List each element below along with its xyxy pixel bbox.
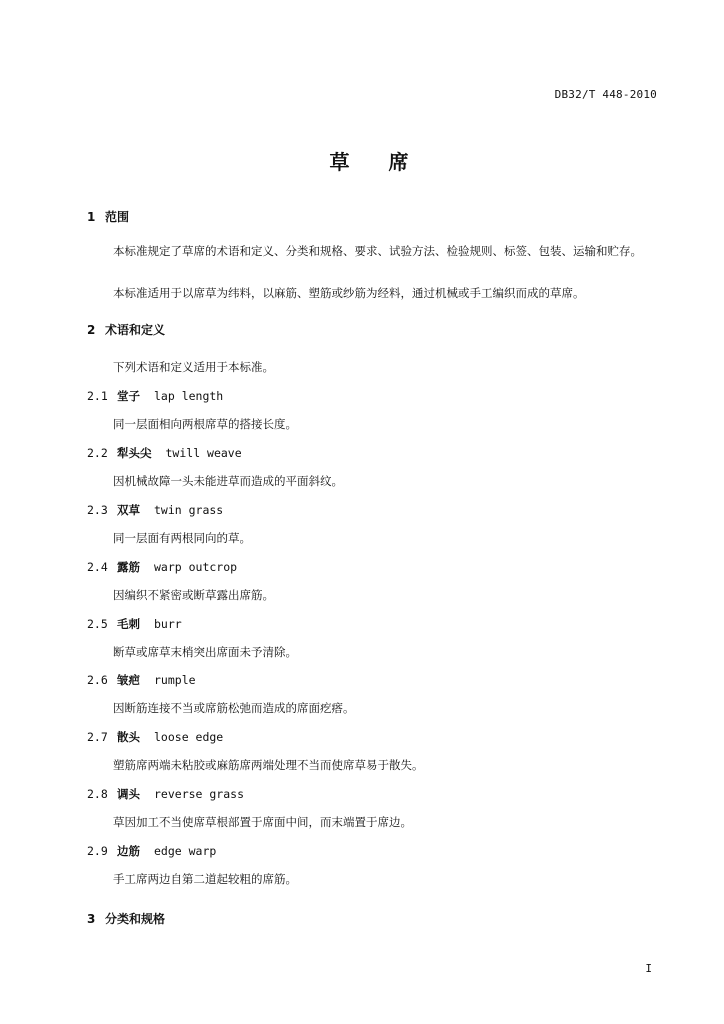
page-number: I [645,962,652,975]
term-english: edge warp [154,844,217,858]
section-title: 术语和定义 [105,323,166,337]
section-2-heading [87,321,165,338]
page-title: 草 席 [329,150,425,174]
term-definition: 塑筋席两端未粘胶或麻筋席两端处理不当而使席草易于散失。 [113,758,424,772]
term-chinese: 毛刺 [117,617,140,631]
term-chinese: 皱疤 [117,673,140,687]
term-english: lap length [154,389,224,403]
term-english: reverse grass [154,787,245,801]
term-heading [87,616,182,632]
term-chinese: 调头 [117,787,140,801]
term-number: 2.8 [87,787,108,801]
term-english: burr [154,617,182,631]
term-definition: 同一层面相向两根席草的搭接长度。 [113,417,297,431]
term-definition: 草因加工不当使席草根部置于席面中间，而末端置于席边。 [113,815,412,829]
term-chinese: 散头 [117,730,140,744]
term-english: warp outcrop [154,560,238,574]
section-number: 1 [87,210,96,224]
section-1-heading [87,208,129,225]
term-number: 2.5 [87,617,108,631]
terms-intro: 下列术语和定义适用于本标准。 [113,360,274,374]
term-definition: 手工席两边自第二道起较粗的席筋。 [113,872,297,886]
section-number: 2 [87,323,96,337]
document-code: DB32/T 448-2010 [554,88,657,101]
term-number: 2.3 [87,503,108,517]
term-heading [87,786,244,802]
scope-paragraph-2: 本标准适用于以席草为纬料，以麻筋、塑筋或纱筋为经料，通过机械或手工编织而成的草席。 [113,286,585,300]
term-definition: 因编织不紧密或断草露出席筋。 [113,588,274,602]
term-chinese: 堂子 [117,389,140,403]
term-definition: 同一层面有两根同向的草。 [113,531,251,545]
term-heading [87,843,216,859]
term-english: twin grass [154,503,224,517]
term-number: 2.4 [87,560,108,574]
section-number: 3 [87,912,96,926]
term-chinese: 边筋 [117,844,140,858]
scope-paragraph-1: 本标准规定了草席的术语和定义、分类和规格、要求、试验方法、检验规则、标签、包装、运输和贮存。 [113,244,642,258]
term-definition: 因断筋连接不当或席筋松弛而造成的席面疙瘩。 [113,701,355,715]
section-3-heading [87,910,165,927]
term-chinese: 双草 [117,503,140,517]
term-chinese: 露筋 [117,560,140,574]
term-heading [87,729,223,745]
term-english: twill weave [165,446,242,460]
term-english: rumple [154,673,196,687]
term-heading [87,559,237,575]
term-number: 2.7 [87,730,108,744]
term-heading [87,672,196,688]
term-number: 2.9 [87,844,108,858]
section-title: 分类和规格 [105,912,166,926]
term-definition: 因机械故障一头未能进草而造成的平面斜纹。 [113,474,343,488]
term-number: 2.2 [87,446,108,460]
term-chinese: 犁头尖 [117,446,152,460]
term-number: 2.6 [87,673,108,687]
term-heading [87,445,242,461]
section-title: 范围 [105,210,130,224]
term-english: loose edge [154,730,224,744]
term-heading [87,388,223,404]
term-definition: 断草或席草末梢突出席面未予清除。 [113,645,297,659]
term-heading [87,502,223,518]
term-number: 2.1 [87,389,108,403]
